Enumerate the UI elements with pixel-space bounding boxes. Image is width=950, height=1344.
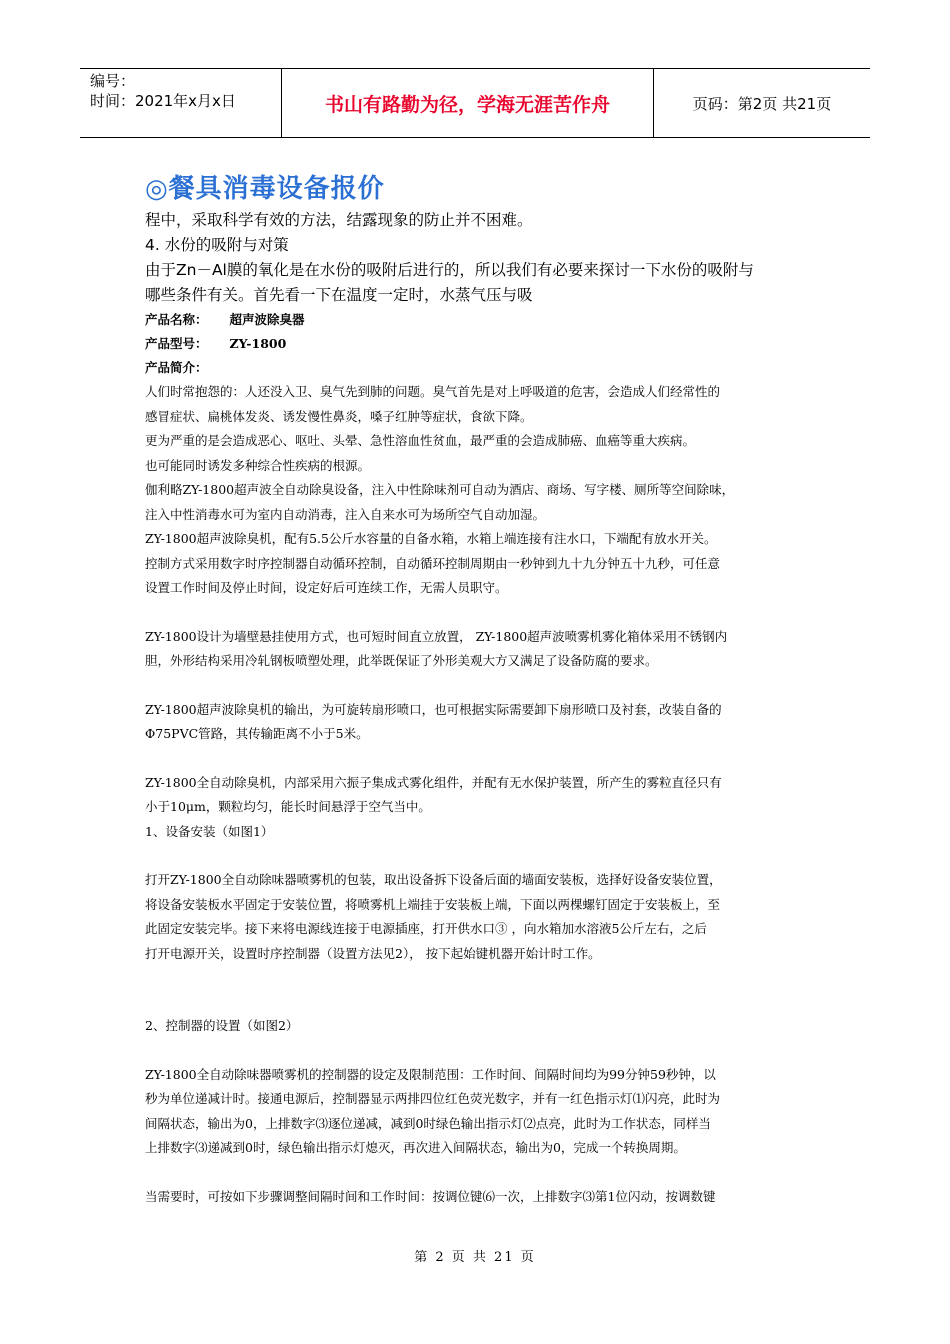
time-label: 时间：2021年x月x日 bbox=[90, 92, 236, 110]
product-name-row bbox=[145, 308, 825, 332]
paragraph-line: 间隔状态，输出为0，上排数字⑶逐位递减，减到0时绿色输出指示灯⑵点亮，此时为工作状态，同样当 bbox=[145, 1115, 711, 1131]
spacer bbox=[145, 844, 825, 868]
paragraph-line: 伽利略ZY-1800超声波全自动除臭设备，注入中性除味剂可自动为酒店、商场、写字楼、厕所等空间除味， bbox=[145, 482, 735, 497]
paragraph-line: 打开电源开关，设置时序控制器（设置方法见2）， 按下起始键机器开始计时工作。 bbox=[145, 945, 601, 961]
paragraph-line: ZY-1800超声波除臭机的输出，为可旋转扇形喷口，也可根据实际需要卸下扇形喷口及衬套，改装自备的 bbox=[145, 701, 722, 717]
spacer bbox=[145, 601, 825, 625]
header-motto: 书山有路勤为径，学海无涯苦作舟 bbox=[324, 93, 610, 116]
paragraph-line: 胆，外形结构采用冷轧钢板喷塑处理，此举既保证了外形美观大方又满足了设备防腐的要求。 bbox=[145, 653, 658, 668]
spacer bbox=[145, 747, 825, 771]
page-header bbox=[80, 68, 870, 138]
paragraph-line: 小于10μm，颗粒均匀，能长时间悬浮于空气当中。 bbox=[145, 799, 431, 814]
product-model-value: ZY-1800 bbox=[229, 336, 287, 351]
paragraph-line: 上排数字⑶递减到0时，绿色输出指示灯熄灭，再次进入间隔状态，输出为0，完成一个转换周期。 bbox=[145, 1140, 686, 1155]
spacer bbox=[145, 674, 825, 698]
paragraph-line: 程中，采取科学有效的方法，结露现象的防止并不困难。 bbox=[145, 211, 533, 229]
paragraph-line: 此固定安装完毕。接下来将电源线连接于电源插座，打开供水口③ ，向水箱加水溶液5公斤左右，之后 bbox=[145, 921, 707, 936]
paragraph-line: 注入中性消毒水可为室内自动消毒，注入自来水可为场所空气自动加湿。 bbox=[145, 506, 546, 522]
paragraph-line: 当需要时，可按如下步骤调整间隔时间和工作时间：按调位键⑹一次，上排数字⑶第1位闪动，按调数键 bbox=[145, 1188, 716, 1204]
paragraph-line: 哪些条件有关。首先看一下在温度一定时，水蒸气压与吸 bbox=[145, 286, 533, 304]
paragraph-line: ZY-1800全自动除味器喷雾机的控制器的设定及限制范围：工作时间、间隔时间均为99分钟59秒钟，以 bbox=[145, 1066, 716, 1082]
header-page-info: 页码：第2页 共21页 bbox=[692, 94, 832, 113]
paragraph-line: 更为严重的是会造成恶心、呕吐、头晕、急性溶血性贫血，最严重的会造成肺癌、血癌等重大疾病。 bbox=[145, 433, 696, 448]
spacer bbox=[145, 1161, 825, 1185]
section-heading: 4. 水份的吸附与对策 bbox=[145, 236, 289, 254]
paragraph-line: ZY-1800全自动除臭机，内部采用六振子集成式雾化组件，并配有无水保护装置，所产生的雾粒直径只有 bbox=[145, 774, 722, 790]
product-model-row bbox=[145, 332, 825, 356]
section-heading: 1、设备安装（如图1） bbox=[145, 823, 274, 839]
paragraph-line: Φ75PVC管路，其传输距离不小于5米。 bbox=[145, 726, 369, 741]
paragraph-line: 也可能同时诱发多种综合性疾病的根源。 bbox=[145, 457, 371, 473]
product-name-value: 超声波除臭器 bbox=[229, 312, 305, 327]
paragraph-line: 由于Zn－Al膜的氧化是在水份的吸附后进行的，所以我们有必要来探讨一下水份的吸附与 bbox=[145, 261, 754, 279]
document-title: ◎餐具消毒设备报价 bbox=[145, 174, 385, 204]
page-footer: 第 2 页 共 21 页 bbox=[414, 1250, 536, 1265]
header-meta bbox=[90, 71, 280, 111]
paragraph-line: ZY-1800设计为墙壁悬挂使用方式，也可短时间直立放置， ZY-1800超声波喷雾机雾化箱体采用不锈钢内 bbox=[145, 628, 728, 644]
section-heading: 2、控制器的设置（如图2） bbox=[145, 1018, 299, 1033]
number-label: 编号： bbox=[90, 72, 136, 90]
paragraph-line: 感冒症状、扁桃体发炎、诱发慢性鼻炎，嗓子红肿等症状，食欲下降。 bbox=[145, 408, 533, 424]
paragraph-line: 将设备安装板水平固定于安装位置，将喷雾机上端挂于安装板上端，下面以两棵螺钉固定于安装板上，至 bbox=[145, 896, 721, 912]
product-model-label: 产品型号： bbox=[145, 336, 208, 351]
product-name-label: 产品名称： bbox=[145, 312, 208, 327]
paragraph-line: 秒为单位递减计时。接通电源后，控制器显示两排四位红色荧光数字，并有一红色指示灯⑴闪亮，此时为 bbox=[145, 1091, 721, 1106]
document-body bbox=[145, 208, 825, 1209]
paragraph-line: 控制方式采用数字时序控制器自动循环控制，自动循环控制周期由一秒钟到九十九分钟五十九秒，可任意 bbox=[145, 555, 721, 571]
spacer bbox=[145, 1039, 825, 1063]
spacer bbox=[145, 966, 825, 1014]
paragraph-line: 设置工作时间及停止时间，设定好后可连续工作，无需人员职守。 bbox=[145, 580, 508, 595]
paragraph-line: 打开ZY-1800全自动除味器喷雾机的包装，取出设备拆下设备后面的墙面安装板，选择好设备安装位置， bbox=[145, 872, 722, 887]
paragraph-line: ZY-1800超声波除臭机，配有5.5公斤水容量的自备水箱，水箱上端连接有注水口，下端配有放水开关。 bbox=[145, 531, 717, 546]
product-intro-label: 产品简介： bbox=[145, 360, 208, 375]
paragraph-line: 人们时常抱怨的：人还没入卫、臭气先到肺的问题。臭气首先是对上呼吸道的危害，会造成人们经常性的 bbox=[145, 384, 721, 399]
